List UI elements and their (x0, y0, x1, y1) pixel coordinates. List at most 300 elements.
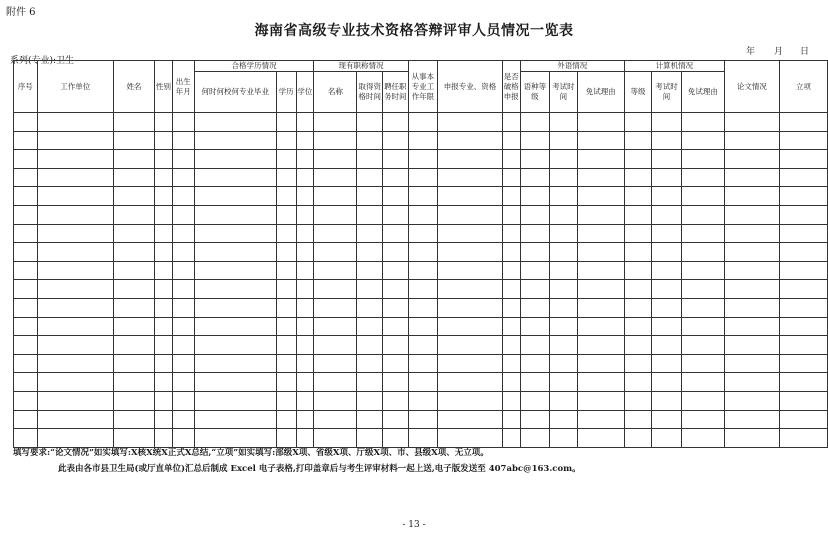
table-cell (113, 410, 154, 429)
header-comp-level: 等级 (624, 72, 652, 113)
table-cell (155, 150, 173, 169)
table-cell (113, 168, 154, 187)
table-cell (37, 373, 113, 392)
table-cell (37, 205, 113, 224)
table-cell (113, 187, 154, 206)
table-cell (550, 187, 578, 206)
table-cell (502, 391, 520, 410)
table-cell (113, 243, 154, 262)
table-cell (357, 354, 383, 373)
table-cell (37, 298, 113, 317)
table-cell (155, 168, 173, 187)
table-cell (724, 336, 779, 355)
table-cell (194, 131, 276, 150)
table-cell (194, 205, 276, 224)
table-cell (383, 373, 409, 392)
table-cell (652, 317, 681, 336)
table-cell (438, 317, 503, 336)
table-cell (577, 280, 624, 299)
table-cell (779, 243, 827, 262)
table-cell (194, 354, 276, 373)
table-cell (577, 336, 624, 355)
table-cell (724, 373, 779, 392)
table-cell (276, 354, 296, 373)
header-lang-type: 语种等级 (520, 72, 549, 113)
table-cell (14, 373, 38, 392)
table-cell (408, 205, 437, 224)
table-cell (194, 187, 276, 206)
table-row (14, 131, 828, 150)
table-cell (357, 373, 383, 392)
table-cell (14, 261, 38, 280)
header-birth: 出生年月 (172, 61, 194, 113)
table-cell (296, 298, 314, 317)
table-cell (276, 261, 296, 280)
table-cell (550, 243, 578, 262)
table-cell (37, 187, 113, 206)
table-cell (194, 168, 276, 187)
table-cell (438, 131, 503, 150)
table-cell (314, 243, 357, 262)
table-cell (314, 205, 357, 224)
table-cell (113, 429, 154, 448)
table-cell (155, 317, 173, 336)
table-row (14, 354, 828, 373)
attachment-label: 附件 6 (6, 7, 36, 18)
table-cell (276, 168, 296, 187)
table-cell (408, 224, 437, 243)
table-cell (520, 336, 549, 355)
table-cell (113, 150, 154, 169)
table-cell (520, 113, 549, 132)
table-cell (194, 336, 276, 355)
table-cell (652, 261, 681, 280)
table-cell (550, 280, 578, 299)
table-cell (502, 298, 520, 317)
table-cell (652, 187, 681, 206)
table-cell (502, 429, 520, 448)
table-cell (357, 224, 383, 243)
table-cell (681, 317, 724, 336)
header-title-name: 名称 (314, 72, 357, 113)
header-title-obtain: 取得资格时间 (357, 72, 383, 113)
table-cell (724, 298, 779, 317)
table-cell (779, 410, 827, 429)
table-cell (577, 354, 624, 373)
table-cell (724, 224, 779, 243)
table-cell (681, 429, 724, 448)
table-cell (438, 410, 503, 429)
table-cell (624, 168, 652, 187)
table-cell (14, 113, 38, 132)
table-cell (383, 317, 409, 336)
table-cell (550, 205, 578, 224)
table-cell (37, 336, 113, 355)
table-cell (550, 410, 578, 429)
table-cell (652, 113, 681, 132)
table-cell (14, 298, 38, 317)
table-cell (14, 354, 38, 373)
table-cell (724, 429, 779, 448)
table-cell (383, 280, 409, 299)
table-cell (779, 131, 827, 150)
table-cell (520, 317, 549, 336)
table-cell (652, 429, 681, 448)
table-cell (276, 113, 296, 132)
table-cell (681, 113, 724, 132)
table-cell (357, 336, 383, 355)
table-cell (681, 187, 724, 206)
table-cell (155, 261, 173, 280)
table-cell (113, 373, 154, 392)
table-cell (357, 205, 383, 224)
table-cell (724, 113, 779, 132)
table-cell (276, 224, 296, 243)
table-cell (296, 354, 314, 373)
table-cell (438, 187, 503, 206)
table-cell (577, 243, 624, 262)
table-cell (408, 373, 437, 392)
table-cell (172, 131, 194, 150)
table-cell (779, 298, 827, 317)
table-cell (37, 150, 113, 169)
table-cell (194, 243, 276, 262)
table-cell (652, 336, 681, 355)
table-cell (314, 113, 357, 132)
table-row (14, 373, 828, 392)
table-cell (624, 150, 652, 169)
table-cell (577, 261, 624, 280)
table-cell (408, 187, 437, 206)
table-row (14, 391, 828, 410)
table-cell (276, 298, 296, 317)
table-cell (276, 131, 296, 150)
table-cell (14, 168, 38, 187)
table-cell (296, 317, 314, 336)
table-cell (37, 410, 113, 429)
table-cell (652, 298, 681, 317)
header-apply: 申报专业、资格 (438, 61, 503, 113)
table-cell (113, 131, 154, 150)
table-cell (681, 391, 724, 410)
table-cell (550, 391, 578, 410)
table-cell (550, 336, 578, 355)
table-cell (779, 150, 827, 169)
table-cell (438, 113, 503, 132)
table-cell (577, 131, 624, 150)
table-cell (502, 261, 520, 280)
table-cell (194, 261, 276, 280)
table-cell (14, 280, 38, 299)
table-cell (550, 298, 578, 317)
table-cell (276, 150, 296, 169)
table-cell (172, 261, 194, 280)
header-exceptional: 是否破格申报 (502, 61, 520, 113)
table-cell (502, 243, 520, 262)
table-cell (172, 187, 194, 206)
table-cell (172, 336, 194, 355)
table-cell (296, 168, 314, 187)
table-cell (408, 298, 437, 317)
table-cell (14, 336, 38, 355)
table-cell (624, 131, 652, 150)
table-cell (113, 205, 154, 224)
table-cell (550, 261, 578, 280)
table-cell (113, 261, 154, 280)
table-cell (577, 187, 624, 206)
table-cell (113, 336, 154, 355)
table-cell (681, 336, 724, 355)
header-lang-time: 考试时间 (550, 72, 578, 113)
table-cell (113, 354, 154, 373)
table-cell (357, 429, 383, 448)
table-cell (779, 354, 827, 373)
table-cell (724, 354, 779, 373)
table-cell (681, 261, 724, 280)
table-cell (577, 298, 624, 317)
table-cell (550, 131, 578, 150)
table-cell (155, 373, 173, 392)
header-comp-exempt: 免试理由 (681, 72, 724, 113)
header-edu-degree: 学位 (296, 72, 314, 113)
table-cell (408, 243, 437, 262)
table-cell (724, 187, 779, 206)
table-cell (113, 391, 154, 410)
table-row (14, 205, 828, 224)
table-cell (155, 336, 173, 355)
table-cell (296, 205, 314, 224)
table-row (14, 187, 828, 206)
personnel-table (13, 60, 828, 448)
table-cell (577, 373, 624, 392)
header-gender: 性别 (155, 61, 173, 113)
table-cell (172, 429, 194, 448)
series-label: 系列(专业):卫生 (10, 56, 75, 66)
table-cell (14, 131, 38, 150)
table-cell (520, 187, 549, 206)
table-cell (276, 280, 296, 299)
table-cell (652, 354, 681, 373)
table-cell (681, 298, 724, 317)
table-cell (14, 150, 38, 169)
table-cell (577, 224, 624, 243)
table-cell (502, 131, 520, 150)
table-cell (502, 410, 520, 429)
table-cell (408, 317, 437, 336)
table-cell (276, 317, 296, 336)
table-cell (296, 429, 314, 448)
table-cell (172, 205, 194, 224)
table-cell (577, 205, 624, 224)
table-cell (502, 317, 520, 336)
table-cell (520, 354, 549, 373)
table-cell (724, 205, 779, 224)
table-cell (502, 187, 520, 206)
table-cell (194, 113, 276, 132)
table-cell (194, 429, 276, 448)
table-row (14, 280, 828, 299)
table-cell (276, 391, 296, 410)
header-project: 立项 (779, 61, 827, 113)
table-cell (624, 410, 652, 429)
table-cell (577, 168, 624, 187)
table-cell (37, 243, 113, 262)
table-cell (296, 410, 314, 429)
table-cell (438, 150, 503, 169)
table-cell (502, 113, 520, 132)
table-cell (155, 354, 173, 373)
table-cell (577, 429, 624, 448)
table-row (14, 410, 828, 429)
table-cell (624, 280, 652, 299)
page-title: 海南省高级专业技术资格答辩评审人员情况一览表 (254, 23, 574, 39)
table-cell (383, 205, 409, 224)
table-cell (155, 391, 173, 410)
table-cell (520, 168, 549, 187)
table-cell (155, 243, 173, 262)
table-cell (383, 187, 409, 206)
table-cell (520, 373, 549, 392)
table-cell (37, 261, 113, 280)
table-cell (314, 336, 357, 355)
table-cell (624, 354, 652, 373)
table-cell (681, 168, 724, 187)
table-cell (577, 391, 624, 410)
table-cell (520, 429, 549, 448)
table-cell (172, 354, 194, 373)
table-cell (502, 168, 520, 187)
table-cell (624, 336, 652, 355)
table-cell (724, 261, 779, 280)
table-cell (520, 261, 549, 280)
header-edu-level: 学历 (276, 72, 296, 113)
table-cell (550, 429, 578, 448)
table-cell (357, 113, 383, 132)
table-cell (438, 336, 503, 355)
table-cell (172, 373, 194, 392)
table-cell (550, 150, 578, 169)
table-cell (438, 373, 503, 392)
table-cell (408, 354, 437, 373)
header-title-hire: 聘任职务时间 (383, 72, 409, 113)
table-cell (779, 391, 827, 410)
table-row (14, 336, 828, 355)
table-cell (194, 298, 276, 317)
table-cell (383, 131, 409, 150)
table-cell (314, 261, 357, 280)
page-number: - 13 - (402, 520, 426, 530)
table-cell (779, 429, 827, 448)
header-education-group: 合格学历情况 (194, 61, 314, 72)
table-cell (276, 410, 296, 429)
table-cell (314, 150, 357, 169)
table-cell (681, 224, 724, 243)
table-cell (276, 205, 296, 224)
table-row (14, 150, 828, 169)
table-cell (408, 336, 437, 355)
table-cell (624, 429, 652, 448)
table-cell (438, 354, 503, 373)
table-cell (624, 391, 652, 410)
table-cell (155, 429, 173, 448)
table-cell (681, 205, 724, 224)
table-cell (357, 391, 383, 410)
table-cell (438, 243, 503, 262)
table-cell (438, 298, 503, 317)
table-cell (296, 336, 314, 355)
table-cell (652, 150, 681, 169)
table-cell (408, 168, 437, 187)
table-cell (502, 224, 520, 243)
table-row (14, 243, 828, 262)
header-name: 姓名 (113, 61, 154, 113)
table-cell (681, 150, 724, 169)
table-cell (172, 410, 194, 429)
table-cell (276, 187, 296, 206)
table-cell (779, 317, 827, 336)
table-cell (724, 131, 779, 150)
table-cell (172, 280, 194, 299)
table-cell (408, 261, 437, 280)
table-cell (113, 298, 154, 317)
header-comp-time: 考试时间 (652, 72, 681, 113)
table-cell (296, 261, 314, 280)
table-cell (520, 243, 549, 262)
table-cell (276, 336, 296, 355)
table-row (14, 168, 828, 187)
table-cell (14, 187, 38, 206)
table-cell (357, 131, 383, 150)
table-cell (779, 113, 827, 132)
table-cell (520, 280, 549, 299)
table-cell (155, 205, 173, 224)
table-row (14, 317, 828, 336)
table-cell (681, 410, 724, 429)
table-cell (14, 410, 38, 429)
table-cell (779, 373, 827, 392)
table-cell (276, 373, 296, 392)
table-cell (779, 261, 827, 280)
table-cell (438, 224, 503, 243)
table-row (14, 261, 828, 280)
table-cell (438, 429, 503, 448)
table-cell (383, 243, 409, 262)
table-cell (520, 298, 549, 317)
table-cell (577, 150, 624, 169)
table-cell (276, 429, 296, 448)
table-cell (37, 113, 113, 132)
table-cell (438, 280, 503, 299)
header-work-unit: 工作单位 (37, 61, 113, 113)
table-cell (408, 410, 437, 429)
table-cell (172, 391, 194, 410)
table-cell (37, 224, 113, 243)
table-cell (577, 317, 624, 336)
table-cell (624, 224, 652, 243)
table-cell (357, 187, 383, 206)
table-cell (113, 224, 154, 243)
table-cell (502, 373, 520, 392)
table-cell (194, 317, 276, 336)
table-cell (172, 298, 194, 317)
table-cell (194, 150, 276, 169)
date-month-label: 月 (774, 47, 784, 57)
table-cell (438, 391, 503, 410)
date-day-label: 日 (800, 47, 810, 57)
table-cell (14, 391, 38, 410)
table-cell (408, 391, 437, 410)
table-cell (779, 205, 827, 224)
